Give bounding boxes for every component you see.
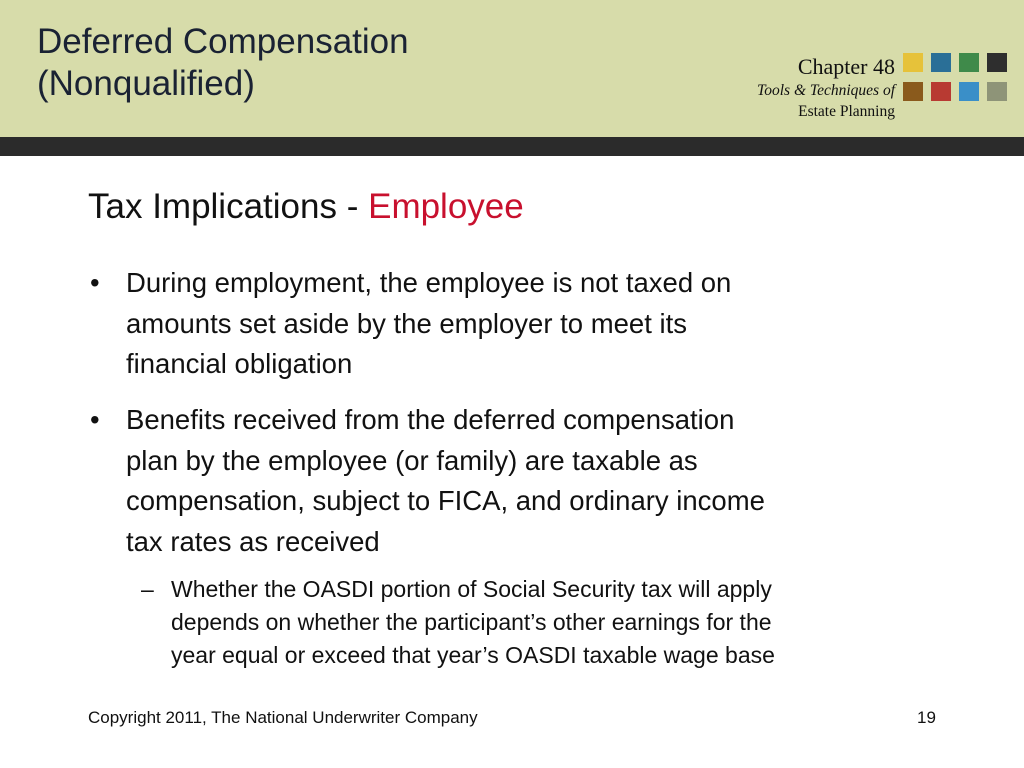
bullet-mark: • xyxy=(90,267,100,298)
bullet-line: compensation, subject to FICA, and ordinary income xyxy=(126,485,765,516)
decorative-squares xyxy=(903,53,1007,101)
sub-bullet-mark: – xyxy=(141,576,154,602)
bullet-item xyxy=(90,400,946,562)
bullet-line: financial obligation xyxy=(126,348,353,379)
green-square xyxy=(959,53,979,72)
bullet-line: amounts set aside by the employer to meet its xyxy=(126,307,687,339)
deck-title-line-2: (Nonqualified) xyxy=(37,64,255,103)
bullet-mark: • xyxy=(90,404,100,435)
sub-bullet-line: year equal or exceed that year’s OASDI taxable wage base xyxy=(171,642,775,668)
header-band xyxy=(0,0,1024,137)
footer-copyright: Copyright 2011, The National Underwriter Company xyxy=(88,708,478,727)
red-square xyxy=(931,82,951,101)
deck-title-line-1: Deferred Compensation xyxy=(37,22,409,61)
brown-square xyxy=(903,82,923,101)
bullet-item xyxy=(90,263,946,385)
book-title-line-2: Estate Planning xyxy=(798,103,895,120)
chapter-number: Chapter 48 xyxy=(797,54,895,79)
book-title-line-1: Tools & Techniques of xyxy=(757,82,895,99)
header-divider-bar xyxy=(0,137,1024,156)
light-blue-square xyxy=(959,82,979,101)
olive-square xyxy=(987,82,1007,101)
bullet-line: tax rates as received xyxy=(126,525,380,557)
dark-gray-square xyxy=(987,53,1007,72)
bullet-line: Benefits received from the deferred compensation xyxy=(126,404,735,435)
sub-bullet-line: depends on whether the participant’s other earnings for the xyxy=(171,609,772,635)
yellow-square xyxy=(903,53,923,72)
footer-page-number: 19 xyxy=(917,708,936,727)
slide-title xyxy=(88,186,524,228)
chapter-info xyxy=(757,54,895,122)
sub-bullet-line: Whether the OASDI portion of Social Security tax will apply xyxy=(171,576,772,602)
bullet-line: plan by the employee (or family) are taxable as xyxy=(126,444,698,476)
sub-bullet-item xyxy=(141,573,941,672)
bullet-line: During employment, the employee is not taxed on xyxy=(126,267,732,298)
slide-title-accent: Employee xyxy=(368,187,524,226)
slide-title-prefix: Tax Implications - xyxy=(88,187,369,226)
deck-title xyxy=(37,21,597,105)
blue-square xyxy=(931,53,951,72)
